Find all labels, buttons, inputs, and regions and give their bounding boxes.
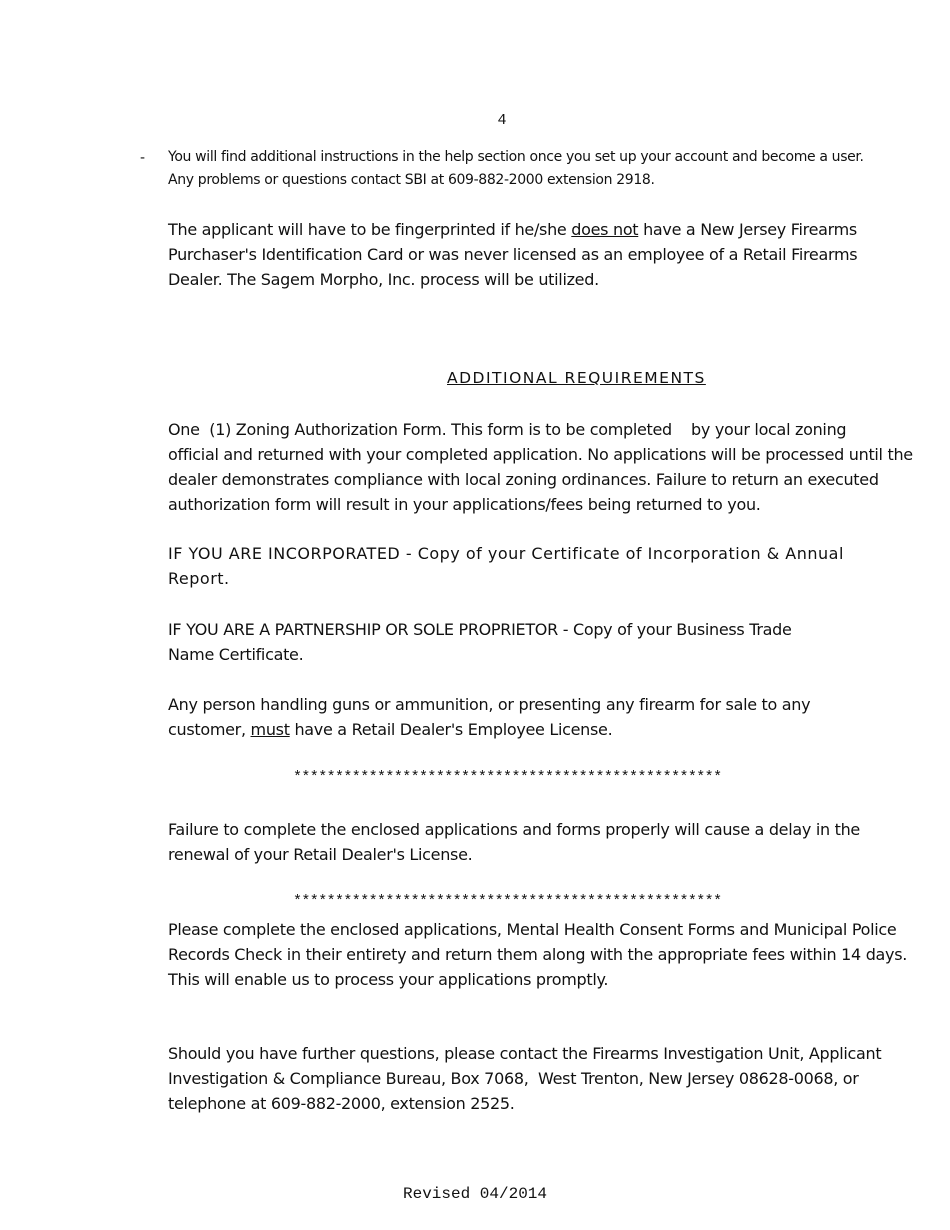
contact-line-3: telephone at 609-882-2000, extension 2525. bbox=[168, 1094, 515, 1113]
failure-paragraph bbox=[168, 817, 903, 867]
must-emphasis: must bbox=[250, 720, 290, 739]
separator-stars-1: *************************************************** bbox=[293, 769, 722, 786]
partnership-line-2: Name Certificate. bbox=[168, 645, 304, 664]
help-instructions-line-2: Any problems or questions contact SBI at 609-882-2000 extension 2918. bbox=[168, 172, 655, 188]
does-not-emphasis: does not bbox=[571, 220, 639, 239]
fingerprint-line-1 bbox=[168, 217, 903, 242]
revision-footer bbox=[0, 1185, 950, 1203]
incorporated-paragraph bbox=[168, 541, 903, 591]
please-complete-paragraph bbox=[168, 917, 908, 992]
contact-line-2: Investigation & Compliance Bureau, Box 7068, West Trenton, New Jersey 08628-0068, or bbox=[168, 1069, 859, 1088]
failure-line-1: Failure to complete the enclosed applications and forms properly will cause a delay in the bbox=[168, 820, 860, 839]
help-instructions-paragraph bbox=[168, 146, 903, 192]
fingerprint-line-1-start: The applicant will have to be fingerprinted if he/she bbox=[168, 220, 572, 239]
zoning-line-4: authorization form will result in your applications/fees being returned to you. bbox=[168, 495, 761, 514]
handling-paragraph bbox=[168, 692, 903, 742]
incorporated-line-1: IF YOU ARE INCORPORATED - Copy of your Certificate of Incorporation & Annual bbox=[168, 544, 844, 563]
zoning-line-3: dealer demonstrates compliance with local zoning ordinances. Failure to return an executed bbox=[168, 470, 879, 489]
contact-paragraph bbox=[168, 1041, 903, 1116]
please-complete-line-2: Records Check in their entirety and return them along with the appropriate fees within 14 days. bbox=[168, 945, 908, 964]
fingerprint-line-2: Purchaser's Identification Card or was never licensed as an employee of a Retail Firearms bbox=[168, 245, 858, 264]
handling-line-2-start: customer, bbox=[168, 720, 251, 739]
help-instructions-line-1: You will find additional instructions in the help section once you set up your account and become a user. bbox=[168, 149, 864, 165]
handling-line-1: Any person handling guns or ammunition, or presenting any firearm for sale to any bbox=[168, 695, 811, 714]
page-number: 4 bbox=[497, 112, 507, 129]
please-complete-line-1: Please complete the enclosed applications, Mental Health Consent Forms and Municipal Police bbox=[168, 920, 897, 939]
fingerprint-line-3: Dealer. The Sagem Morpho, Inc. process will be utilized. bbox=[168, 270, 599, 289]
zoning-line-2: official and returned with your completed application. No applications will be processed until the bbox=[168, 445, 913, 464]
failure-line-2: renewal of your Retail Dealer's License. bbox=[168, 845, 473, 864]
partnership-line-1: IF YOU ARE A PARTNERSHIP OR SOLE PROPRIETOR - Copy of your Business Trade bbox=[168, 620, 792, 639]
incorporated-line-2: Report. bbox=[168, 569, 230, 588]
fingerprint-paragraph bbox=[168, 217, 903, 292]
section-heading: ADDITIONAL REQUIREMENTS bbox=[447, 369, 706, 387]
zoning-paragraph bbox=[168, 417, 913, 517]
handling-line-2-end: have a Retail Dealer's Employee License. bbox=[289, 720, 613, 739]
partnership-paragraph bbox=[168, 617, 903, 667]
handling-line-2 bbox=[168, 717, 903, 742]
fingerprint-line-1-end: have a New Jersey Firearms bbox=[638, 220, 857, 239]
bullet-dash: - bbox=[140, 150, 146, 166]
contact-line-1: Should you have further questions, please contact the Firearms Investigation Unit, Applicant bbox=[168, 1044, 882, 1063]
please-complete-line-3: This will enable us to process your applications promptly. bbox=[168, 970, 609, 989]
separator-stars-2: *************************************************** bbox=[293, 893, 722, 910]
zoning-line-1: One (1) Zoning Authorization Form. This form is to be completed by your local zoning bbox=[168, 420, 847, 439]
revision-date: Revised 04/2014 bbox=[402, 1185, 548, 1203]
